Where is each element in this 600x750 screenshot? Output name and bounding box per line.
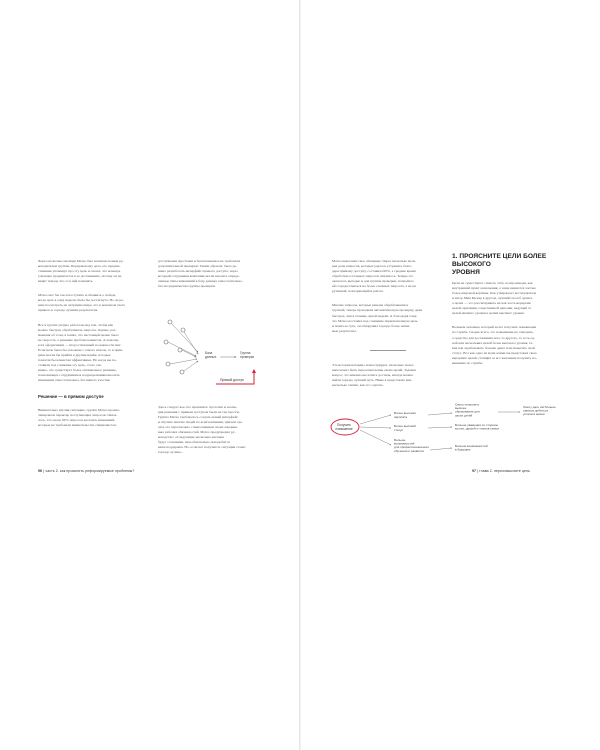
section-divider [370,350,406,351]
paragraph: Возьмем человека, который хочет получить повышение по службе. Скорее всего, это повышение не самоцель, а средство для достижения чего-то другого, то есть од- ной или нескольких целей более высокого уровня, та- ких как зарабатывать больше денег или повысить свой статус. Вот как одно из моих клиентов представил свою иерархию целей, стоящих за его желанием получить по- вышение по службе: [452,325,538,365]
direct-access-diagram [158,312,268,396]
left-column-2 [158,254,266,298]
start-goal-label: Получить повышение [335,423,353,431]
node-future-opportunities: Больше возможностей в будущем [455,444,488,452]
paragraph: Все в группе упорно работали над тем, чтобы как можно быстрее обрабатывать запросы. Однако, раз- мышляя об этом, я понял, что настоящей целью было не скорость, а решение проблем клиентов. А помощь в их оформлении — второстепенный по важности шаг. Если цель была бы заложена с самого начала, то в прин- ципе могли бы прийти к другим идеям, которые помогли бы клиентам эффективнее. Но когда вы по- ставили под сомнение эту цель, стало оче- видно, что существует более оптимальное решение, позволяющее сотрудникам и подразделениям вносить изменения самостоятельно, без вашего участия. [38,322,124,383]
paragraph: Через несколько месяцев Матео был назначен новым ру- ководителем группы. Передавая ему дела, его предше- ственник упомянул про эту цель и сказал, что команда усиленно продвигается к ее достижению, потому он не видит повода что-то в ней поменять. [38,259,124,284]
node-more-respect: Больше уважения со стороны коллег, друзей и членов семьи [455,423,499,431]
right-running-footer [472,469,530,473]
node-higher-status: Более высокий статус [394,424,416,432]
running-title: глава 2. переосмыслите цель [479,469,531,473]
separator: | [43,469,45,473]
running-title: часть 2. как прояснить реформируемые проблемы? [45,469,135,473]
database-label: База данных [205,351,217,359]
request-arrows [168,324,198,371]
left-running-footer [38,469,134,473]
paragraph: Матео выполнил свое обещание. Через несколько меся- цев доля запросов, которые удалось устранить благо- даря прямому доступу, составила 60%, а среднее время обработки остальных запросов снизилось. Теперь это оказалось выгодно и для группы проверки, позволило ей сосредоточиться на более сложных запросах, а не на рутинной, повторяющейся работе. [332,259,417,294]
direct-access-label: Прямой доступ [220,378,244,382]
page-number: 96 [38,469,43,473]
separator: | [477,469,479,473]
paragraph: Цели не существуют сами по себе, воспроизводя, как внутренний пункт назначения, а чаще являются частью более широкой картины. Как утверждает исследователь и автор Мин Баскар в другом, лучший способ думать о целях — это рассматривать их как часть иерархии целей, причинно-следственной цепочки, ведущей от целей низшего уровня к целям высшего уровня. [452,281,537,316]
left-column-2-lower [158,400,266,465]
right-page [300,0,600,750]
goal-hierarchy-diagram [328,402,578,461]
node-higher-salary: Более высокая зарплата [394,411,416,419]
paragraph: Эта история наглядно иллюстрирует, насколько полез- ным может быть переосмысление своих целей. Задавая вопрос, что именно вы хотите достичь, иногда можно найти гораздо лучший путь. Ниже я представлю вам несколько тактик, как это сделать. [332,363,416,388]
paragraph: Внимательно изучив ситуацию, группа Матео проана- лизировала характер поступающих запросов. Оказа- лось, что около 60% запросов касались изменений, которые не требовали вмешательства специалистов. [38,408,120,428]
paragraph: Здесь следует кое-что прояснить: прототип и эволю- ция решения с прямым доступом были не так просты. Группа Матео требовалось создать новый интерфейс и обучить многих людей по всей компании, причем сде- лать это параллельно с выполнением своих ежеднев- ных рабочих обязанностей. Матео предупредил ру- ководство: «Следующие несколько месяцев будут сложными, нам обязательно понадобится ваша поддержка. Но, если все получится, ситуация станет гораздо лучше». [158,405,246,455]
requester-dots [164,320,185,374]
review-group-label: Группа проверки [240,351,255,359]
right-column-2 [452,276,564,375]
paragraph: Матео мог бы так и поступить и объявить о победе, когда цель в одну неделю была бы достигнута. Но он ре- шил посмотреть на ситуацию шире, что в конечном счете привело к гораздо лучшим результатам. [38,293,126,313]
subheading: Решение — в прямом доступе [38,394,104,400]
node-success-chances: Смогу дать им больше шансов добиться успеха в жизни [523,405,556,417]
paragraph: доступными простыми и безопасными и не требовали дополнительной проверки. Таким образом, было ре- шено разработать интерфейс прямого доступа, через который сотрудники компании могли вносить опреде- ленные типы изменений в базу данных самостоятельно, без посредничества группы проверки. [158,259,243,289]
section-heading: 1. ПРОЯСНИТЕ ЦЕЛИ БОЛЕЕ ВЫСОКОГО УРОВНЯ [452,253,547,276]
right-column-1-lower [332,358,442,397]
right-column-1 [332,254,442,343]
paragraph: Многие запросы, которые раньше обрабатывались группой, теперь проходили автоматическую проверку, даже быстрее, чем в течение одной недели. А благодаря тому, что Матео поставил под сомнение первоначальную цель и понял ее суть, он обнаружил гораздо более значи- мые результаты. [332,303,423,333]
page-number: 97 [472,469,477,473]
left-column-1 [38,254,146,438]
node-education-for-children: Смогу позволить высшее образование для своих детей [455,402,480,418]
hierarchy-arrows [360,412,520,450]
node-more-development: Больше возможностей для профессионального обучения и развития [394,438,430,453]
